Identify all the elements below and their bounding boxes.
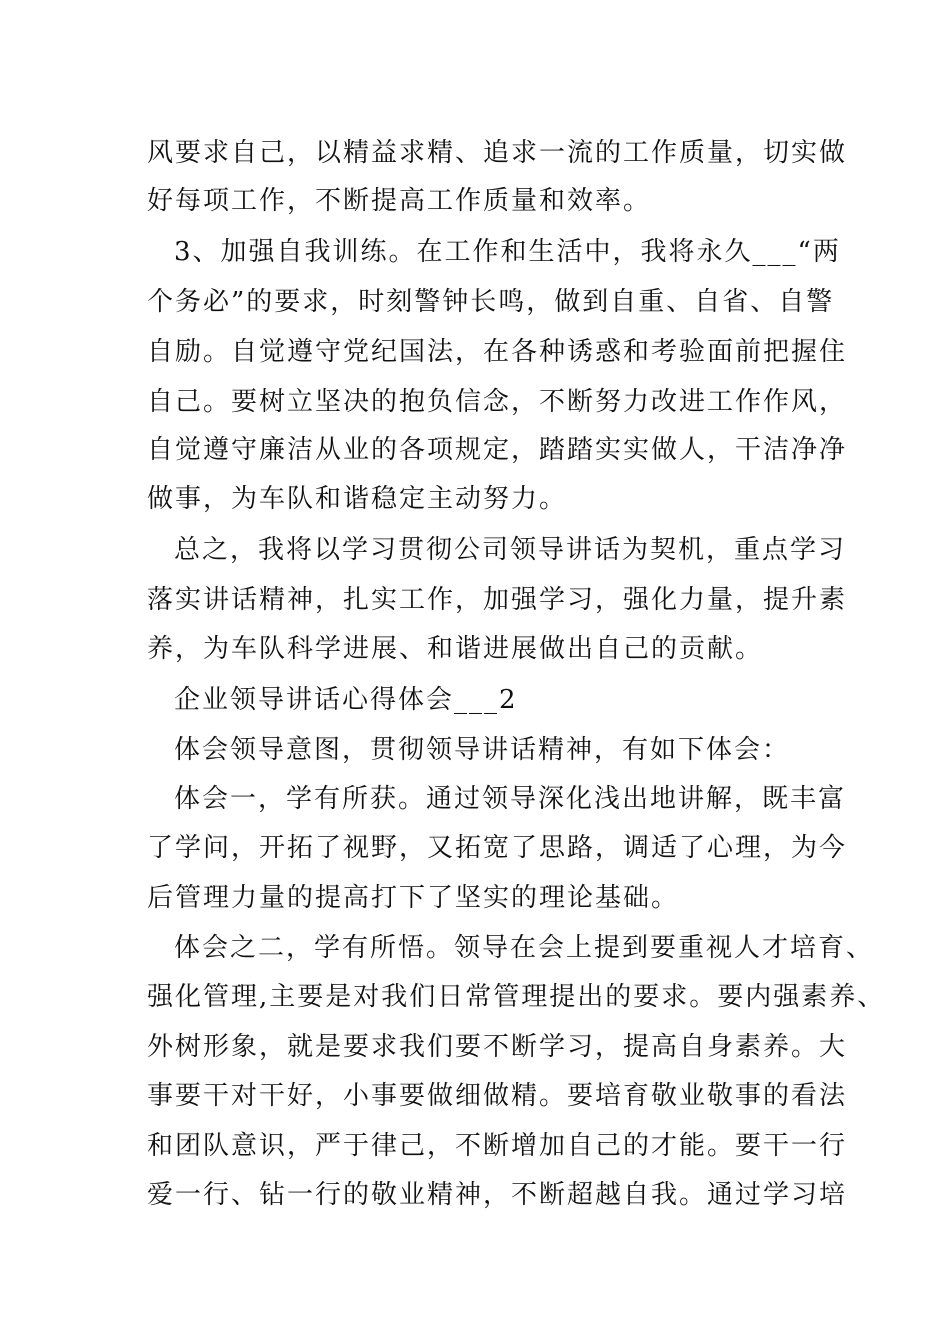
text-line: 自励。自觉遵守党纪国法，在各种诱惑和考验面前把握住 — [147, 337, 848, 367]
text-line: 风要求自己，以精益求精、追求一流的工作质量，切实做 — [147, 138, 848, 168]
text-line: 体会之二，学有所悟。领导在会上提到要重视人才培育、 — [174, 933, 875, 963]
text-line: 总之，我将以学习贯彻公司领导讲话为契机，重点学习 — [174, 535, 847, 565]
text-line: 落实讲话精神，扎实工作，加强学习，强化力量，提升素 — [147, 585, 848, 615]
text-line: 3、加强自我训练。在工作和生活中，我将永久___“两 — [174, 237, 841, 267]
text-line: 后管理力量的提高打下了坚实的理论基础。 — [147, 883, 680, 913]
text-line: 好每项工作，不断提高工作质量和效率。 — [147, 186, 652, 216]
section-heading: 企业领导讲话心得体会___2 — [174, 685, 518, 715]
text-line: 和团队意识，严于律己，不断增加自己的才能。要干一行 — [147, 1131, 848, 1161]
text-line: 体会领导意图，贯彻领导讲话精神，有如下体会： — [174, 735, 791, 765]
text-line: 个务必”的要求，时刻警钟长鸣，做到自重、自省、自警 — [147, 287, 835, 317]
text-line: 爱一行、钻一行的敬业精神，不断超越自我。通过学习培 — [147, 1180, 848, 1210]
text-line: 了学问，开拓了视野，又拓宽了思路，调适了心理，为今 — [147, 833, 848, 863]
text-line: 做事，为车队和谐稳定主动努力。 — [147, 484, 568, 514]
text-line: 体会一，学有所获。通过领导深化浅出地讲解，既丰富 — [174, 784, 847, 814]
text-line: 养，为车队科学进展、和谐进展做出自己的贡献。 — [147, 634, 764, 664]
text-line: 强化管理,主要是对我们日常管理提出的要求。要内强素养、 — [147, 982, 886, 1012]
text-line: 自己。要树立坚决的抱负信念，不断努力改进工作作风， — [147, 387, 848, 417]
text-line: 事要干对干好，小事要做细做精。要培育敬业敬事的看法 — [147, 1081, 848, 1111]
text-line: 外树形象，就是要求我们要不断学习，提高自身素养。大 — [147, 1032, 848, 1062]
text-line: 自觉遵守廉洁从业的各项规定，踏踏实实做人，干洁净净 — [147, 435, 848, 465]
